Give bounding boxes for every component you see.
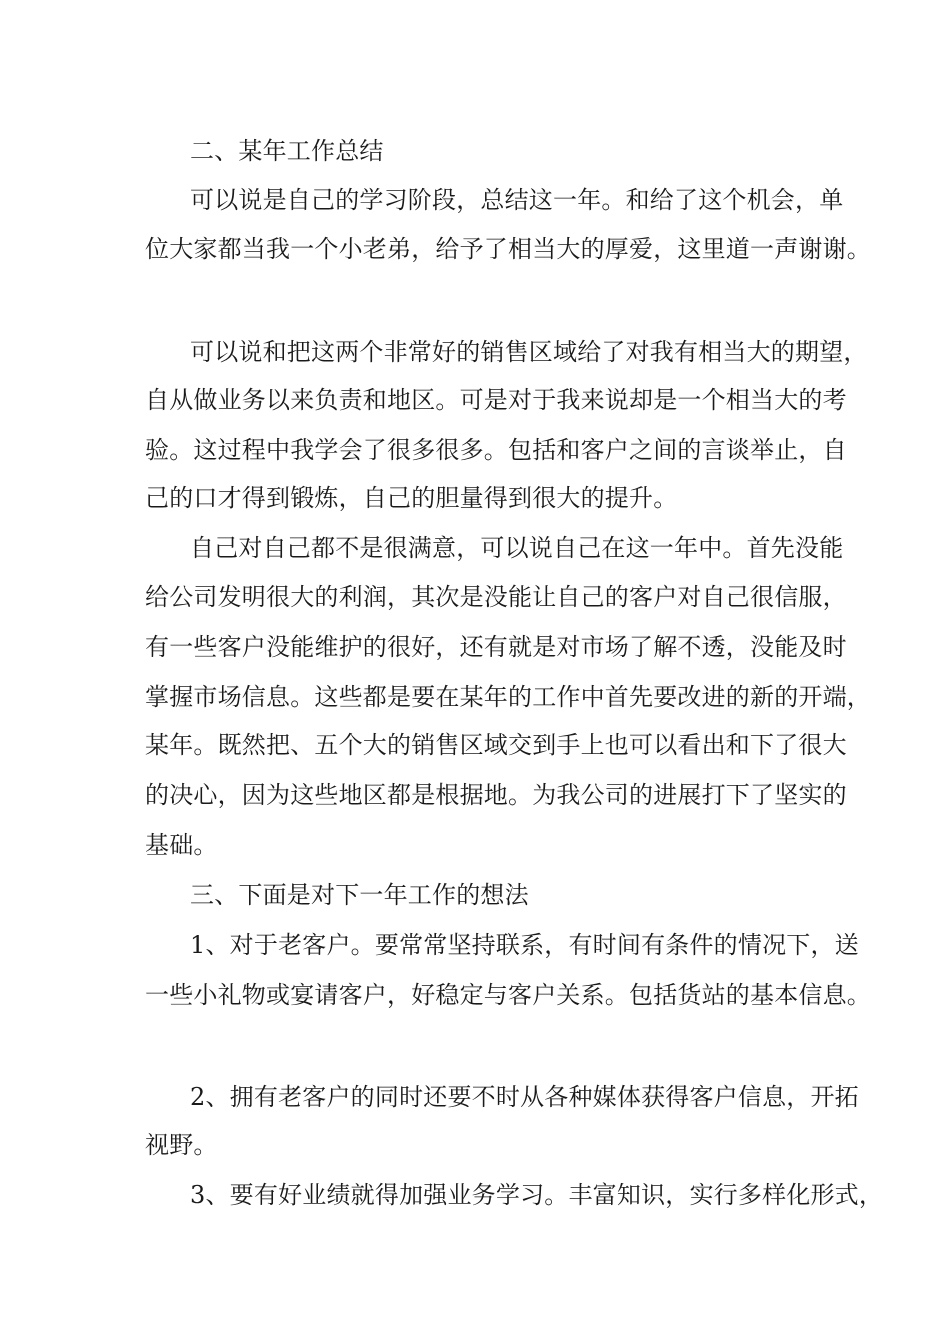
paragraph-line: 位大家都当我一个小老弟，给予了相当大的厚爱，这里道一声谢谢。: [145, 235, 871, 263]
paragraph-line: 自从做业务以来负责和地区。可是对于我来说却是一个相当大的考: [145, 386, 847, 414]
paragraph-line: 可以说是自己的学习阶段，总结这一年。和给了这个机会，单: [190, 186, 844, 214]
paragraph-line: 3、要有好业绩就得加强业务学习。丰富知识，实行多样化形式，: [190, 1181, 884, 1209]
paragraph-line: 的决心，因为这些地区都是根据地。为我公司的进展打下了坚实的: [145, 781, 847, 809]
paragraph-line: 掌握市场信息。这些都是要在某年的工作中首先要改进的新的开端，: [145, 683, 871, 711]
heading-section-2: 二、某年工作总结: [190, 137, 384, 165]
paragraph-line: 可以说和把这两个非常好的销售区域给了对我有相当大的期望，: [190, 338, 868, 366]
paragraph-line: 验。这过程中我学会了很多很多。包括和客户之间的言谈举止，自: [145, 436, 847, 464]
paragraph-line: 基础。: [145, 831, 218, 859]
paragraph-line: 某年。既然把、五个大的销售区域交到手上也可以看出和下了很大: [145, 731, 847, 759]
paragraph-line: 1、对于老客户。要常常坚持联系，有时间有条件的情况下，送: [190, 931, 859, 959]
paragraph-line: 自己对自己都不是很满意，可以说自己在这一年中。首先没能: [190, 534, 844, 562]
heading-section-3: 三、下面是对下一年工作的想法: [190, 881, 529, 909]
paragraph-line: 有一些客户没能维护的很好，还有就是对市场了解不透，没能及时: [145, 633, 847, 661]
paragraph-line: 给公司发明很大的利润，其次是没能让自己的客户对自己很信服，: [145, 583, 847, 611]
paragraph-line: 己的口才得到锻炼，自己的胆量得到很大的提升。: [145, 484, 678, 512]
paragraph-line: 视野。: [145, 1131, 218, 1159]
paragraph-line: 一些小礼物或宴请客户，好稳定与客户关系。包括货站的基本信息。: [145, 981, 871, 1009]
paragraph-line: 2、拥有老客户的同时还要不时从各种媒体获得客户信息，开拓: [190, 1083, 859, 1111]
